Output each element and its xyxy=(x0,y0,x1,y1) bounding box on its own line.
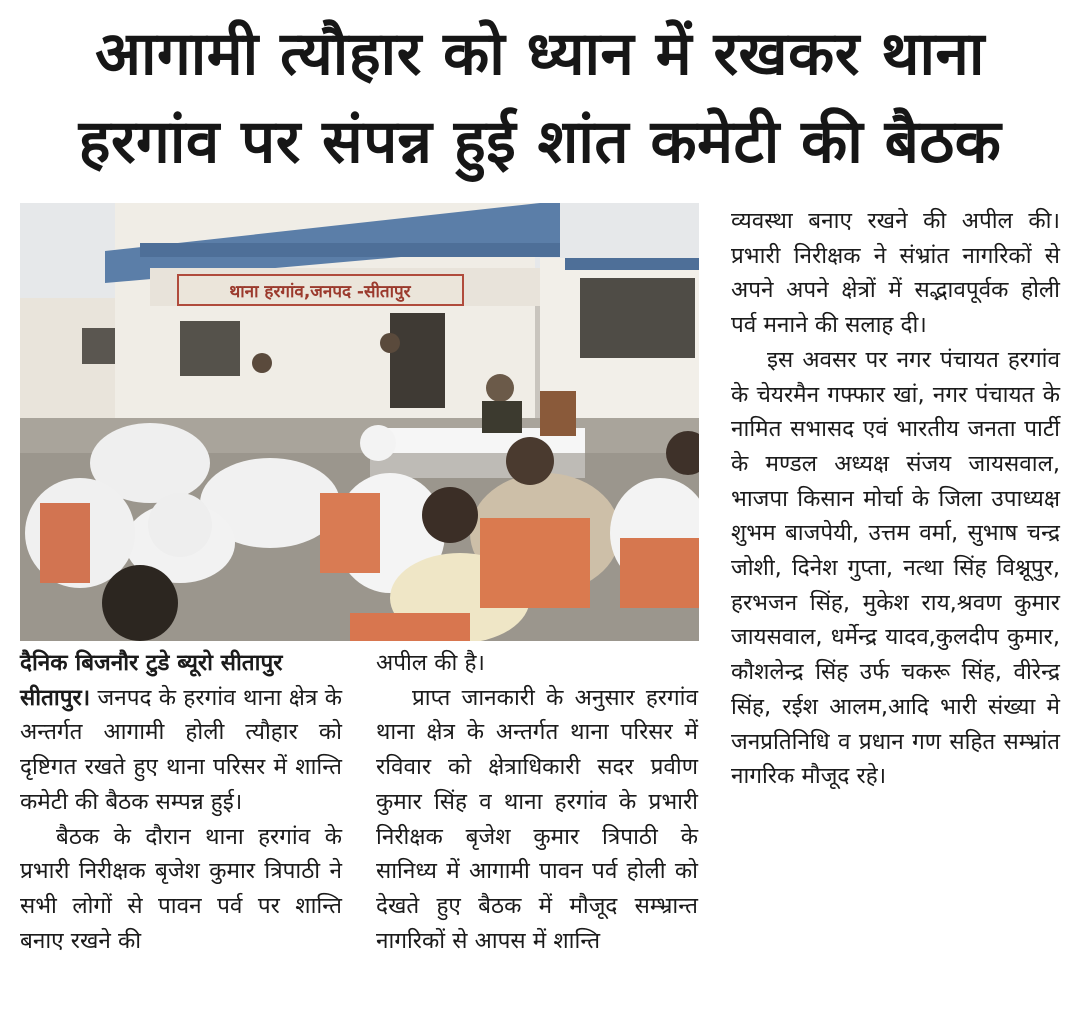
headline xyxy=(20,10,1060,186)
article-paragraph-4: प्राप्त जानकारी के अनुसार हरगांव थाना क्षेत्र के अन्तर्गत थाना परिसर में रविवार को क्षेत्राधिकारी सदर प्रवीण कुमार सिंह व थाना हरगांव के प्रभारी निरीक्षक बृजेश कुमार त्रिपाठी के सानिध्य में आगामी पावन पर्व होली को देखते हुए बैठक में मौजूद सम्भ्रान्त नागरिकों से आपस में शान्ति xyxy=(376,684,698,954)
article-paragraph-5: व्यवस्था बनाए रखने की अपील की। प्रभारी निरीक्षक ने संभ्रांत नागरिकों से अपने अपने क्षेत्रों में सद्भावपूर्वक होली पर्व मनाने की सलाह दी। xyxy=(731,208,1060,339)
headline-line-1: आगामी त्यौहार को ध्यान में रखकर थाना xyxy=(95,19,985,89)
article-column-1 xyxy=(20,646,342,958)
article-column-3 xyxy=(731,204,1060,794)
news-photo xyxy=(20,203,699,641)
article-paragraph-1: जनपद के हरगांव थाना क्षेत्र के अन्तर्गत आगामी होली त्यौहार को दृष्टिगत रखते हुए थाना परिसर में शान्ति कमेटी की बैठक सम्पन्न हुई। xyxy=(20,684,342,815)
article-byline: दैनिक बिजनौर टुडे ब्यूरो सीतापुर xyxy=(20,650,283,676)
article-paragraph-3: अपील की है। xyxy=(376,650,485,676)
article-column-2 xyxy=(376,646,698,958)
article-dateline: सीतापुर। xyxy=(20,684,91,711)
police-station-meeting-photo xyxy=(20,203,699,641)
station-sign-text: थाना हरगांव,जनपद -सीतापुर xyxy=(229,282,411,302)
article-paragraph-6: इस अवसर पर नगर पंचायत हरगांव के चेयरमैन गफ्फार खां, नगर पंचायत के नामित सभासद एवं भारतीय जनता पार्टी के मण्डल अध्यक्ष संजय जायसवाल, भाजपा किसान मोर्चा के जिला उपाध्यक्ष शुभम बाजपेयी, उत्तम वर्मा, सुभाष चन्द्र जोशी, दिनेश गुप्ता, नत्था सिंह विश्नूपुर, हरभजन सिंह, मुकेश राय,श्रवण कुमार जायसवाल, धर्मेन्द्र यादव,कुलदीप कुमार, कौशलेन्द्र सिंह उर्फ चकरू सिंह, वीरेन्द्र सिंह, रईश आलम,आदि भारी संख्या मे जनप्रतिनिधि व प्रधान गण सहित सम्भ्रांत नागरिक मौजूद रहे। xyxy=(731,346,1060,790)
headline-line-2: हरगांव पर संपन्न हुई शांत कमेटी की बैठक xyxy=(78,107,1002,177)
article-paragraph-2: बैठक के दौरान थाना हरगांव के प्रभारी निरीक्षक बृजेश कुमार त्रिपाठी ने सभी लोगों से पावन पर्व पर शान्ति बनाए रखने की xyxy=(20,823,342,954)
